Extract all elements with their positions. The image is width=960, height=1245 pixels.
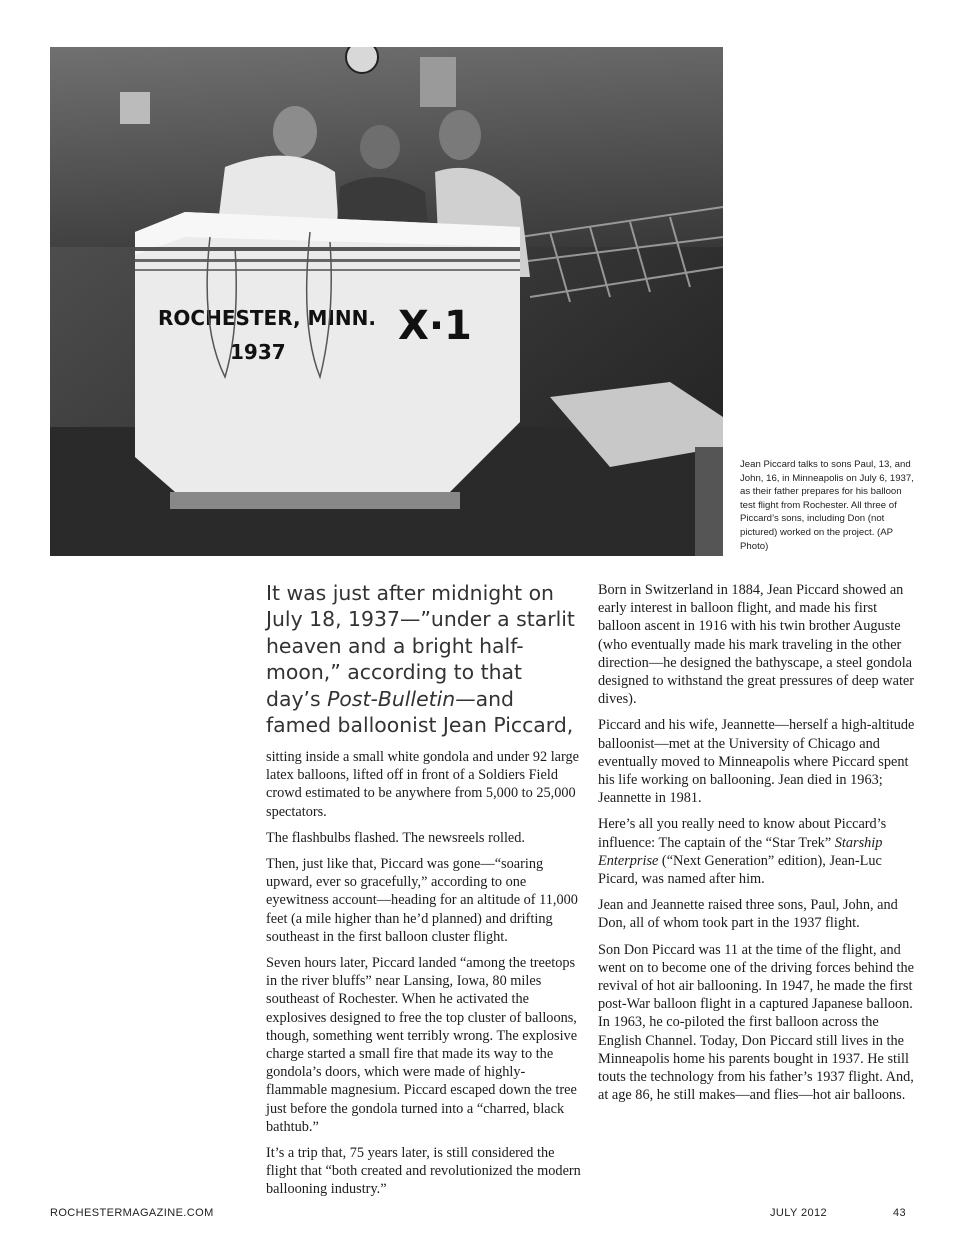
paragraph: It’s a trip that, 75 years later, is still considered the flight that “both created and revolutionized the modern ballooning industry.” — [266, 1145, 581, 1198]
article-column-right — [598, 581, 916, 1112]
gondola-text-mark: X·1 — [398, 303, 472, 349]
photo-caption: Jean Piccard talks to sons Paul, 13, and John, 16, in Minneapolis on July 6, 1937, as their father prepares for his balloon test flight from Rochester. All three of Piccard’s sons, including Don (not pictured) worked on the project. (AP Photo) — [740, 459, 914, 552]
footer-site: ROCHESTERMAGAZINE.COM — [50, 1207, 214, 1219]
paragraph-text: Here’s all you really need to know about Piccard’s influence: The captain of the “Star Trek” — [598, 816, 887, 851]
paragraph — [598, 815, 916, 888]
paragraph: Born in Switzerland in 1884, Jean Piccard showed an early interest in balloon flight, and made his first balloon ascent in 1916 with his twin brother Auguste (who eventually made his mark traveling in the other direction—he designed the bathyscape, a steel gondola designed to withstand the great pressures of deep water dives). — [598, 582, 915, 708]
page-number: 43 — [893, 1207, 907, 1219]
paragraph: Seven hours later, Piccard landed “among the treetops in the river bluffs” near Lansing, Iowa, 80 miles southeast of Rochester. When he activated the explosives designed to free the top cluster of balloons, though, something went terribly wrong. The explosive charge started a small fire that made its way to the gondola’s doors, which were made of highly-flammable magnesium. Piccard escaped down the tree just before the gondola turned into a “charred, black bathtub.” — [266, 955, 578, 1135]
paragraph: Jean and Jeannette raised three sons, Paul, John, and Don, all of whom took part in the 1937 flight. — [598, 897, 898, 932]
lede-text-before: It was just after midnight on July 18, 1937—”under a starlit heaven and a bright half-moon,” according to that day’s — [266, 581, 575, 711]
gondola-text-line2: 1937 — [230, 340, 286, 364]
ship-name: Starship Enterprise — [598, 834, 883, 869]
paragraph-text: (“Next Generation” edition), Jean-Luc Picard, was named after him. — [598, 852, 882, 888]
gondola-photo — [50, 47, 723, 556]
paragraph: The flashbulbs flashed. The newsreels rolled. — [266, 829, 525, 846]
paragraph: sitting inside a small white gondola and under 92 large latex balloons, lifted off in front of a Soldiers Field crowd estimated to be anywhere from 5,000 to 25,000 spectators. — [266, 749, 580, 820]
lede-publication: Post-Bulletin — [327, 686, 456, 711]
lede-text-after: —and famed balloonist Jean Piccard, — [266, 686, 574, 738]
article-lede — [266, 580, 582, 738]
article-column-left — [266, 748, 586, 1207]
article-photo — [50, 47, 723, 556]
footer-date: JULY 2012 — [770, 1207, 828, 1219]
gondola-text-line1: ROCHESTER, MINN. — [158, 306, 376, 330]
paragraph: Then, just like that, Piccard was gone—“soaring upward, ever so gracefully,” according to one eyewitness account—heading for an altitude of 11,000 feet (a mile higher than he’d planned) and drifting southeast in the first balloon cluster flight. — [266, 856, 578, 945]
paragraph: Piccard and his wife, Jeannette—herself a high-altitude balloonist—met at the University of Chicago and eventually moved to Minneapolis where Piccard spent his life working on ballooning. Jean died in 1963; Jeannette in 1981. — [598, 717, 915, 807]
paragraph: Son Don Piccard was 11 at the time of the flight, and went on to become one of the driving forces behind the revival of hot air ballooning. In 1947, he made the first post-War balloon flight in a captured Japanese balloon. In 1963, he co-piloted the first balloon across the English Channel. Today, Don Piccard still lives in the Minneapolis home his parents bought in 1937. He still touts the technology from his father’s 1937 flight. And, at age 86, he still makes—and flies—hot air balloons. — [598, 941, 915, 1104]
